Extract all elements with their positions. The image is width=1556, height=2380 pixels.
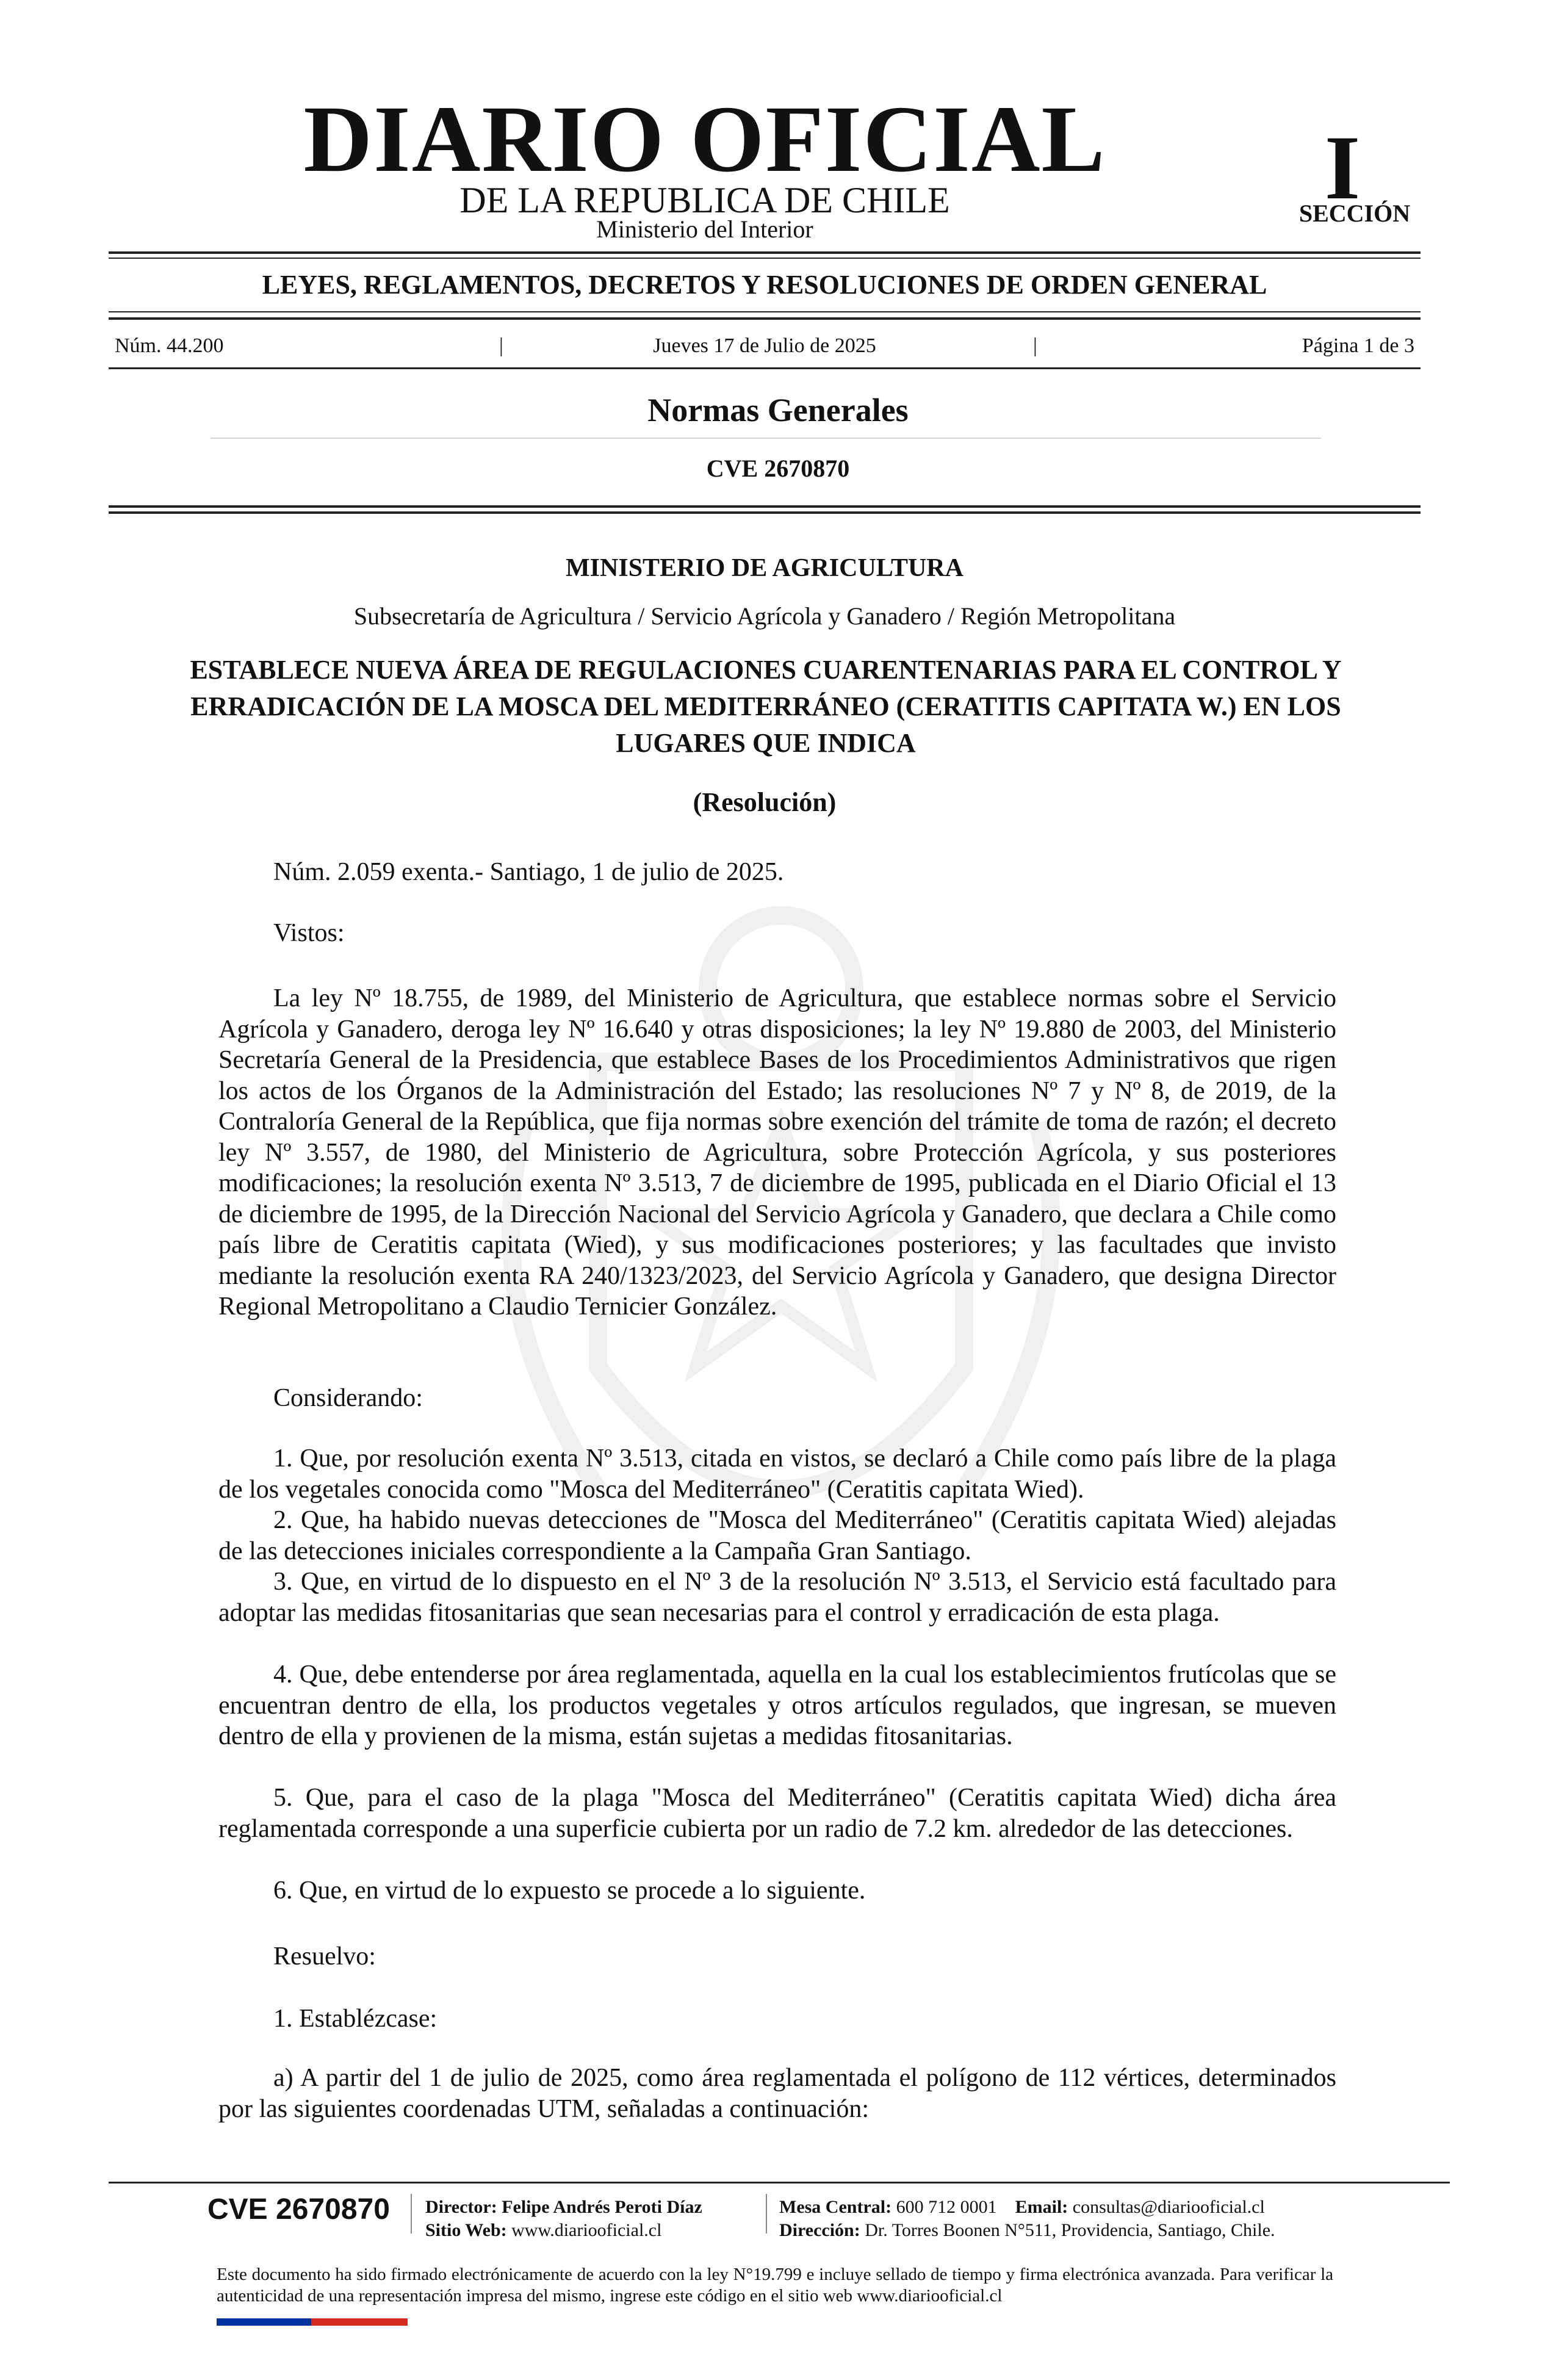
cve-rule-1 xyxy=(109,505,1421,508)
document-type: (Resolución) xyxy=(693,787,837,817)
considerando-4: 4. Que, debe entenderse por área reglamentada, aquella en la cual los establecimientos frutícolas que se encuentran dentro de ella, los productos vegetales y otros artículos regulados, que ingresan, se mueven dentro de ella y provienen de la misma, están sujetas a medidas fitosanitarias. xyxy=(218,1661,1336,1750)
footer-director: Felipe Andrés Peroti Díaz xyxy=(502,2197,702,2217)
issue-rule xyxy=(109,367,1421,369)
banner: LEYES, REGLAMENTOS, DECRETOS Y RESOLUCIONES DE ORDEN GENERAL xyxy=(262,270,1267,300)
footer-director-block xyxy=(425,2196,702,2242)
vistos-label: Vistos: xyxy=(273,919,345,947)
banner-rule-1 xyxy=(109,311,1421,312)
banner-rule-2 xyxy=(109,317,1421,320)
document-subsecretaria: Subsecretaría de Agricultura / Servicio Agrícola y Ganadero / Región Metropolitana xyxy=(353,602,1176,630)
masthead-ministry: Ministerio del Interior xyxy=(596,215,813,243)
footer-email-link[interactable]: consultas@diariooficial.cl xyxy=(1072,2197,1265,2217)
masthead-title: DIARIO OFICIAL xyxy=(303,86,1106,192)
issue-page: Página 1 de 3 xyxy=(1302,334,1414,357)
footer-cve: CVE 2670870 xyxy=(207,2193,390,2226)
footer-contact-block xyxy=(779,2196,1275,2242)
section-divider xyxy=(211,438,1321,439)
footer-legal-notice: Este documento ha sido firmado electrónicamente de acuerdo con la ley N°19.799 e incluye sellado de tiempo y firma electrónica avanzada. Para verificar la autenticidad de una representación impresa del mismo, ingrese este código en el sitio web www.diariooficial.cl xyxy=(217,2265,1333,2306)
resuelvo-label: Resuelvo: xyxy=(273,1942,376,1971)
masthead-rule-under xyxy=(109,258,1421,259)
section-heading: Normas Generales xyxy=(647,392,909,428)
flag-stripe-blue xyxy=(217,2318,311,2326)
footer-direccion: Dr. Torres Boonen N°511, Providencia, Santiago, Chile. xyxy=(865,2220,1275,2240)
issue-separator: | xyxy=(499,334,503,357)
footer-web-link[interactable]: www.diariooficial.cl xyxy=(511,2220,662,2240)
issue-separator: | xyxy=(1033,334,1037,357)
footer-email-label: Email: xyxy=(1015,2197,1068,2217)
section-number: I xyxy=(1324,117,1361,218)
footer-web-label: Sitio Web: xyxy=(425,2220,507,2240)
flag-stripe-red xyxy=(311,2318,408,2326)
footer-rule xyxy=(109,2182,1450,2183)
footer-director-label: Director: xyxy=(425,2197,497,2217)
resolution-number: Núm. 2.059 exenta.- Santiago, 1 de julio de 2025. xyxy=(273,858,784,886)
footer-separator xyxy=(766,2194,767,2234)
cve-rule-2 xyxy=(109,511,1421,514)
masthead-subtitle: DE LA REPUBLICA DE CHILE xyxy=(459,180,950,220)
document-ministry: MINISTERIO DE AGRICULTURA xyxy=(566,554,963,582)
issue-date: Jueves 17 de Julio de 2025 xyxy=(653,334,876,357)
considerando-3: 3. Que, en virtud de lo dispuesto en el Nº 3 de la resolución Nº 3.513, el Servicio está facultado para adoptar las medidas fitosanitarias que sean necesarias para el control y erradicación de esta plaga. xyxy=(218,1568,1336,1627)
cve-code: CVE 2670870 xyxy=(706,455,850,482)
footer-mesa: 600 712 0001 xyxy=(896,2197,997,2217)
footer-direccion-label: Dirección: xyxy=(779,2220,860,2240)
section-label: SECCIÓN xyxy=(1298,200,1411,227)
considerando-label: Considerando: xyxy=(273,1384,423,1412)
vistos-text: La ley Nº 18.755, de 1989, del Ministerio de Agricultura, que establece normas sobre el Servicio Agrícola y Ganadero, deroga ley Nº 16.640 y otras disposiciones; la ley Nº 19.880 de 2003, del Ministerio Secretaría General de la Presidencia, que establece Bases de los Procedimientos Administrativos que rigen los actos de los Órganos de la Administración del Estado; las resoluciones Nº 7 y Nº 8, de 2019, de la Contraloría General de la República, que fija normas sobre exención del trámite de toma de razón; el decreto ley Nº 3.557, de 1980, del Ministerio de Agricultura, sobre Protección Agrícola, y sus posteriores modificaciones; la resolución exenta Nº 3.513, 7 de diciembre de 1995, publicada en el Diario Oficial el 13 de diciembre de 1995, de la Dirección Nacional del Servicio Agrícola y Ganadero, que declara a Chile como país libre de Ceratitis capitata (Wied), y sus modificaciones posteriores; y las facultades que invisto mediante la resolución exenta RA 240/1323/2023, del Servicio Agrícola y Ganadero, que designa Director Regional Metropolitano a Claudio Ternicier González. xyxy=(218,984,1336,1321)
issue-number: Núm. 44.200 xyxy=(115,334,224,357)
establezcase-item: 1. Establézcase: xyxy=(273,2005,438,2033)
considerando-2: 2. Que, ha habido nuevas detecciones de "Mosca del Mediterráneo" (Ceratitis capitata Wied) alejadas de las detecciones iniciales correspondiente a la Campaña Gran Santiago. xyxy=(218,1506,1336,1565)
considerando-5: 5. Que, para el caso de la plaga "Mosca del Mediterráneo" (Ceratitis capitata Wied) dicha área reglamentada corresponde a una superficie cubierta por un radio de 7.2 km. alrededor de las detecciones. xyxy=(218,1784,1336,1843)
considerando-1: 1. Que, por resolución exenta Nº 3.513, citada en vistos, se declaró a Chile como país libre de la plaga de los vegetales conocida como "Mosca del Mediterráneo" (Ceratitis capitata Wied). xyxy=(218,1444,1336,1504)
masthead-rule-top xyxy=(109,251,1421,254)
document-title: ESTABLECE NUEVA ÁREA DE REGULACIONES CUARENTENARIAS PARA EL CONTROL Y ERRADICACIÓN DE LA MOSCA DEL MEDITERRÁNEO (CERATITIS CAPITATA W.) EN LOS LUGARES QUE INDICA xyxy=(190,655,1342,758)
footer-mesa-label: Mesa Central: xyxy=(779,2197,892,2217)
item-a: a) A partir del 1 de julio de 2025, como área reglamentada el polígono de 112 vértices, determinados por las siguientes coordenadas UTM, señaladas a continuación: xyxy=(218,2064,1336,2123)
footer-separator xyxy=(411,2194,412,2234)
considerando-6: 6. Que, en virtud de lo expuesto se procede a lo siguiente. xyxy=(273,1877,866,1905)
